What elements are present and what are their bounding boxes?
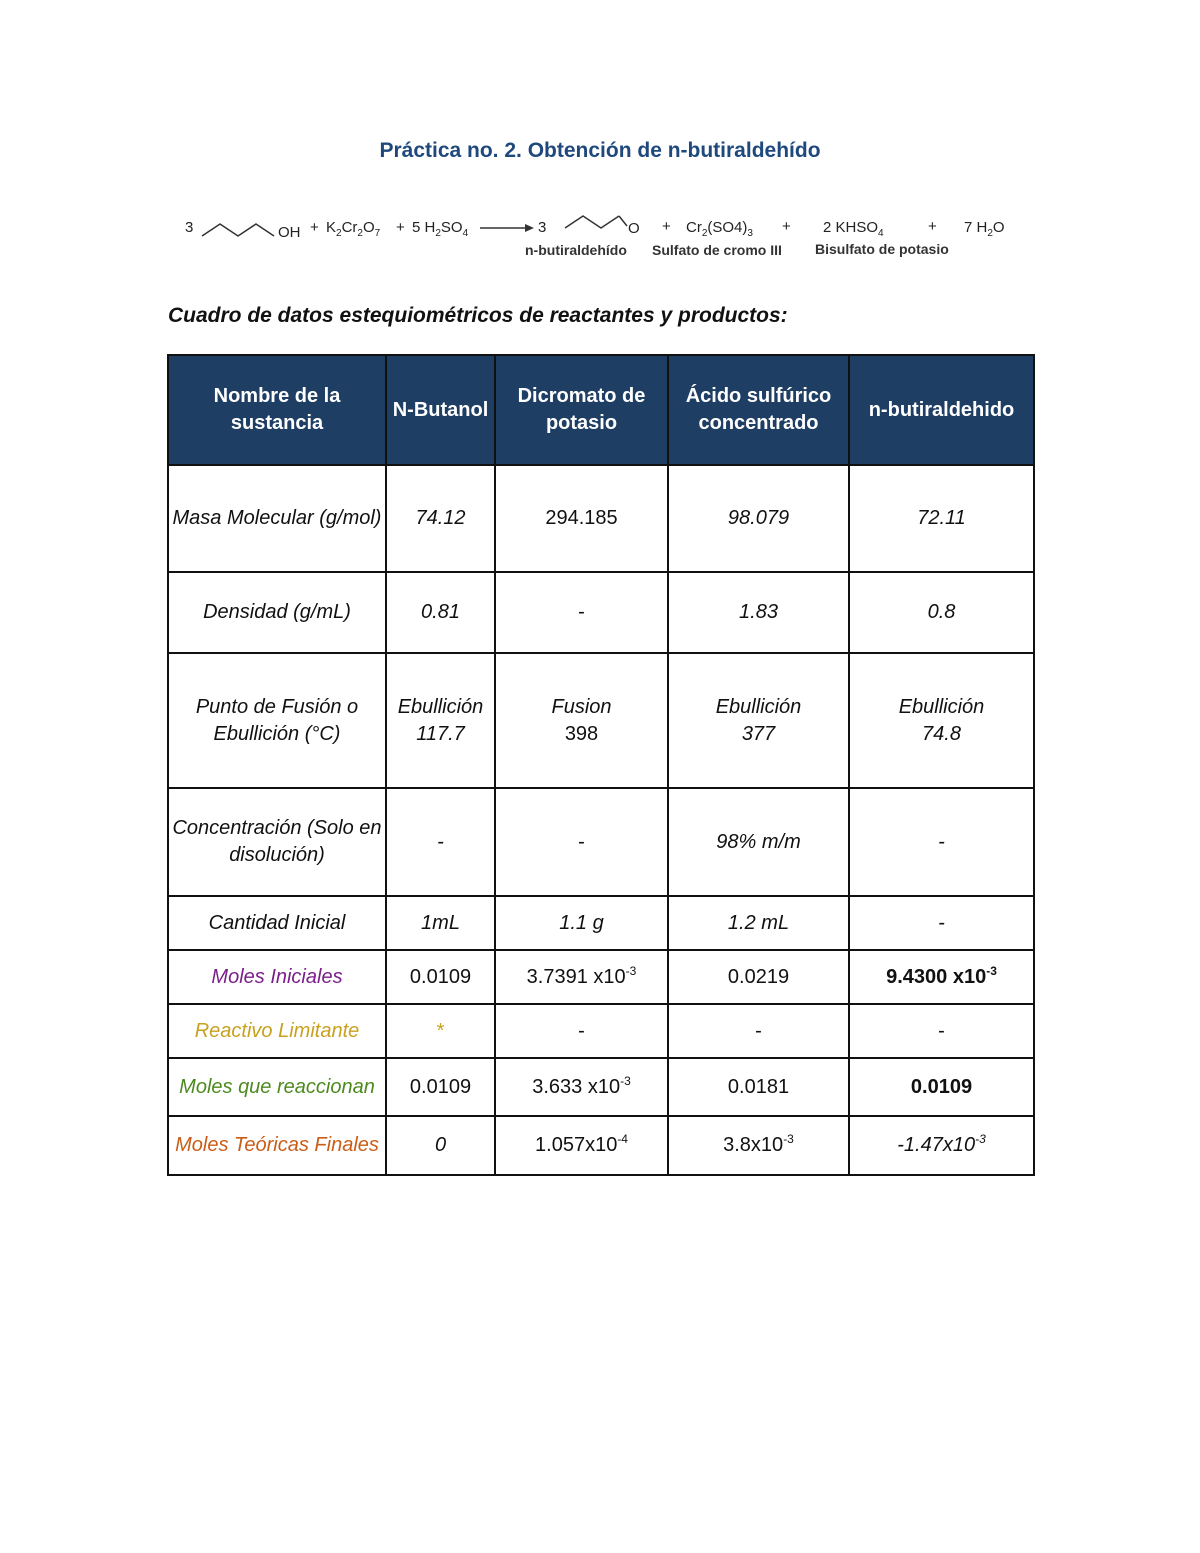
table-row [168, 465, 1034, 572]
table-cell: 0.0109 [386, 1058, 495, 1116]
table-row [168, 1058, 1034, 1116]
cell-value: 398 [564, 722, 599, 745]
reaction-equation [180, 206, 1020, 266]
cell-mantissa: 3.633 x10 [532, 1075, 621, 1098]
table-cell: 0.0181 [668, 1058, 849, 1116]
cell-mantissa: 9.4300 x10 [886, 965, 987, 988]
water: 7 $H_2O$ [964, 219, 1005, 239]
table-header-row [168, 355, 1034, 465]
table-cell: - [849, 1004, 1034, 1058]
potassium-bisulfate: 2 $KHSO_4$ [823, 219, 884, 239]
table-cell: - [495, 788, 668, 896]
header-cell: N-Butanol [386, 355, 495, 465]
table-cell: 0.81 [386, 572, 495, 653]
table-row [168, 788, 1034, 896]
table-cell [668, 1116, 849, 1175]
table-cell [849, 1116, 1034, 1175]
aldehyde-skeletal [565, 216, 619, 228]
plus-sign: + [396, 219, 405, 236]
hydroxyl-label: OH [278, 224, 301, 241]
cell-mantissa: 1.057x10 [535, 1134, 618, 1156]
cell-mantissa: 3.8x10 [723, 1134, 784, 1156]
table-cell [849, 653, 1034, 788]
plus-sign: + [310, 219, 319, 236]
table-cell: 0.0109 [386, 950, 495, 1004]
plus-sign: + [662, 218, 671, 235]
label-sulfato-cromo: Sulfato de cromo III [652, 242, 782, 258]
reaction-arrow-head [525, 224, 534, 232]
label-n-butiraldehido: n-butiraldehído [525, 242, 627, 258]
table-cell: 0.0109 [849, 1058, 1034, 1116]
table-row [168, 1004, 1034, 1058]
row-label: Moles que reaccionan [168, 1058, 386, 1116]
cell-kind: Ebullición [715, 695, 802, 718]
sulfuric-acid: 5 $H_2SO_4$ [412, 219, 469, 239]
table-cell: 0.0219 [668, 950, 849, 1004]
row-label: Moles Iniciales [168, 950, 386, 1004]
header-cell: Nombre de la sustancia [168, 355, 386, 465]
cell-kind: Ebullición [397, 695, 484, 718]
cell-exponent: -3 [986, 963, 997, 978]
table-row [168, 1116, 1034, 1175]
row-label: Punto de Fusión o Ebullición (°C) [168, 653, 386, 788]
row-label: Moles Teóricas Finales [168, 1116, 386, 1175]
row-label: Cantidad Inicial [168, 896, 386, 950]
table-cell: 0 [386, 1116, 495, 1175]
cell-exponent: -3 [975, 1132, 986, 1146]
cell-exponent: -3 [625, 963, 637, 978]
table-cell: - [668, 1004, 849, 1058]
table-cell [386, 653, 495, 788]
cell-value: 117.7 [416, 722, 465, 745]
cell-exponent: -3 [620, 1073, 631, 1088]
table-cell: 1.83 [668, 572, 849, 653]
table-cell: 0.8 [849, 572, 1034, 653]
table-cell [495, 653, 668, 788]
aldehyde-oxygen: O [628, 220, 640, 237]
aldehyde-double-bond [619, 216, 627, 226]
table-caption: Cuadro de datos estequiométricos de reactantes y productos: [168, 304, 788, 327]
cell-mantissa: 3.7391 x10 [526, 965, 626, 988]
plus-sign: + [928, 218, 937, 235]
label-bisulfato-potasio: Bisulfato de potasio [815, 241, 949, 257]
cell-kind: Ebullición [898, 695, 985, 718]
table-cell: 98.079 [668, 465, 849, 572]
table-cell: 294.185 [495, 465, 668, 572]
potassium-dichromate: $K_2Cr_2O_7$ [326, 219, 381, 239]
table-cell [849, 950, 1034, 1004]
row-label: Masa Molecular (g/mol) [168, 465, 386, 572]
table-cell [495, 1058, 668, 1116]
plus-sign: + [782, 218, 791, 235]
table-cell: - [495, 1004, 668, 1058]
table-row [168, 896, 1034, 950]
table-cell: - [386, 788, 495, 896]
header-cell: Ácido sulfúrico concentrado [668, 355, 849, 465]
table-row [168, 653, 1034, 788]
cell-exponent: -4 [617, 1132, 628, 1146]
cell-value: 377 [741, 722, 776, 745]
table-cell: - [849, 896, 1034, 950]
table-cell: 1mL [386, 896, 495, 950]
header-cell: Dicromato de potasio [495, 355, 668, 465]
stoichiometry-table [167, 354, 1035, 1176]
cell-exponent: -3 [783, 1132, 794, 1146]
table-cell: 74.12 [386, 465, 495, 572]
table-row [168, 572, 1034, 653]
table-cell: - [849, 788, 1034, 896]
row-label: Concentración (Solo en disolución) [168, 788, 386, 896]
coef-aldehyde: 3 [538, 219, 547, 236]
table-cell: - [495, 572, 668, 653]
table-cell [495, 1116, 668, 1175]
row-label: Densidad (g/mL) [168, 572, 386, 653]
cell-mantissa: -1.47x10 [897, 1134, 976, 1156]
chromium-sulfate: $Cr_2(SO4)_3$ [686, 219, 753, 239]
table-cell: 72.11 [849, 465, 1034, 572]
coef-butanol: 3 [185, 219, 194, 236]
page-title: Práctica no. 2. Obtención de n-butiraldehído [379, 139, 821, 162]
table-cell [495, 950, 668, 1004]
cell-kind: Fusion [551, 695, 612, 718]
table-cell: * [386, 1004, 495, 1058]
table-cell [668, 653, 849, 788]
table-cell: 98% m/m [668, 788, 849, 896]
table-cell: 1.2 mL [668, 896, 849, 950]
butanol-skeletal [202, 224, 274, 236]
table-cell: 1.1 g [495, 896, 668, 950]
header-cell: n-butiraldehido [849, 355, 1034, 465]
table-row [168, 950, 1034, 1004]
row-label: Reactivo Limitante [168, 1004, 386, 1058]
cell-value: 74.8 [922, 722, 961, 745]
